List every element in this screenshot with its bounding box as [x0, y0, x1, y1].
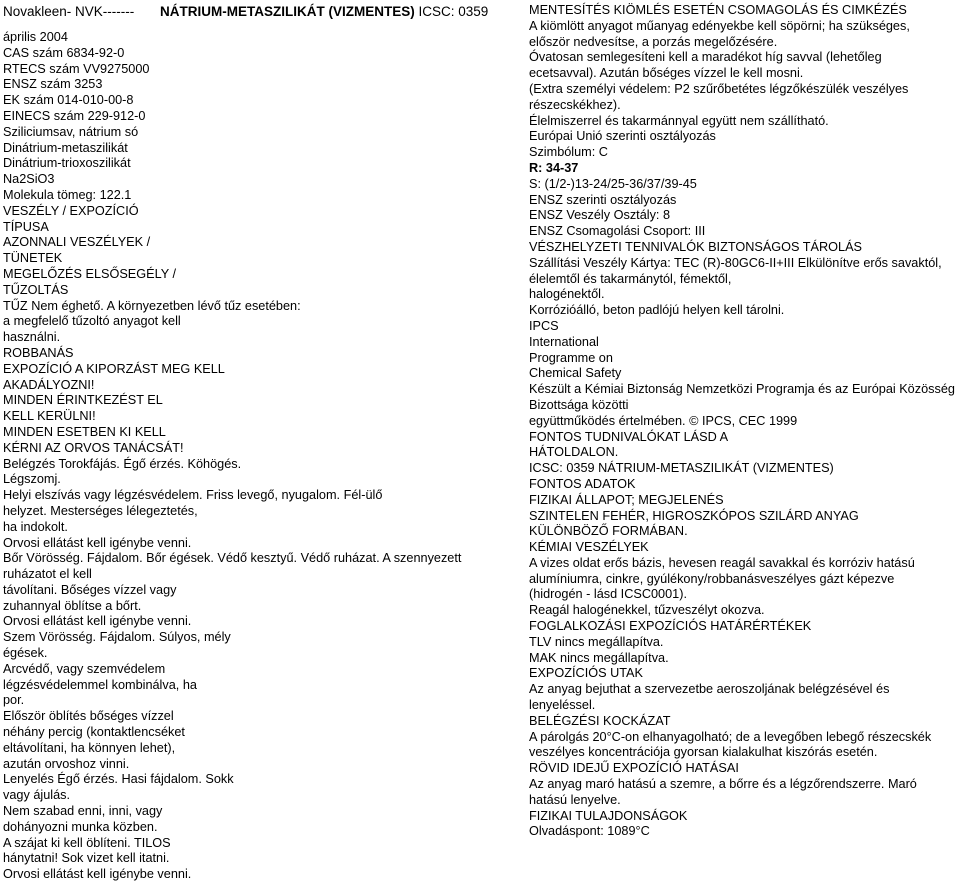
left-line: AZONNALI VESZÉLYEK /	[3, 235, 151, 250]
left-line: Először öblítés bőséges vízzel	[3, 709, 174, 724]
right-line: EXPOZÍCIÓS UTAK	[529, 666, 643, 681]
left-line: CAS szám 6834-92-0	[3, 45, 125, 60]
document-header	[3, 3, 533, 20]
right-column	[529, 3, 960, 840]
right-line: hatású lenyelve.	[529, 792, 621, 807]
right-line: Programme on	[529, 350, 613, 365]
left-line: TŰZ Nem éghető. A környezetben lévő tűz esetében:	[3, 298, 301, 313]
right-line: FIZIKAI TULAJDONSÁGOK	[529, 808, 688, 823]
left-line: KELL KERÜLNI!	[3, 409, 96, 424]
left-line: légzésvédelemmel kombinálva, ha	[3, 677, 197, 692]
left-line: hánytatni! Sok vizet kell itatni.	[3, 851, 170, 866]
header-product-code: Novakleen- NVK-------	[3, 4, 135, 19]
right-line: HÁTOLDALON.	[529, 445, 619, 460]
right-line: ENSZ Veszély Osztály: 8	[529, 208, 671, 223]
left-line: távolítani. Bőséges vízzel vagy	[3, 582, 177, 597]
left-line: Orvosi ellátást kell igénybe venni.	[3, 867, 192, 882]
left-line: Belégzés Torokfájás. Égő érzés. Köhögés.	[3, 456, 242, 471]
left-line: zuhannyal öblítse a bőrt.	[3, 598, 142, 613]
right-line: IPCS	[529, 318, 559, 333]
left-line: Molekula tömeg: 122.1	[3, 187, 132, 202]
right-line: Olvadáspont: 1089°C	[529, 824, 650, 839]
right-line: Korrózióálló, beton padlójú helyen kell tárolni.	[529, 303, 785, 318]
left-line: VESZÉLY / EXPOZÍCIÓ	[3, 203, 139, 218]
left-line: Légszomj.	[3, 472, 61, 487]
right-line: Bizottsága közötti	[529, 397, 629, 412]
right-line: MAK nincs megállapítva.	[529, 650, 669, 665]
left-line: Szem Vörösség. Fájdalom. Súlyos, mély	[3, 630, 231, 645]
right-line: International	[529, 334, 599, 349]
right-line: KÉMIAI VESZÉLYEK	[529, 540, 649, 555]
right-line: A párolgás 20°C-on elhanyagolható; de a levegőben lebegő részecskék	[529, 729, 932, 744]
right-line: RÖVID IDEJŰ EXPOZÍCIÓ HATÁSAI	[529, 761, 739, 776]
right-line: ENSZ szerinti osztályozás	[529, 192, 677, 207]
right-line: Szállítási Veszély Kártya: TEC (R)-80GC6-II+III Elkülönítve erős savaktól,	[529, 255, 942, 270]
right-line: Szimbólum: C	[529, 145, 608, 160]
right-line: Európai Unió szerinti osztályozás	[529, 129, 716, 144]
left-line: KÉRNI AZ ORVOS TANÁCSÁT!	[3, 440, 184, 455]
right-line: FOGLALKOZÁSI EXPOZÍCIÓS HATÁRÉRTÉKEK	[529, 619, 812, 634]
left-line: Dinátrium-trioxoszilikát	[3, 156, 131, 171]
right-line: FONTOS ADATOK	[529, 476, 636, 491]
right-line: Készült a Kémiai Biztonság Nemzetközi Programja és az Európai Közösség	[529, 382, 955, 397]
right-line: VÉSZHELYZETI TENNIVALÓK BIZTONSÁGOS TÁROLÁS	[529, 239, 863, 254]
right-line: (hidrogén - lásd ICSC0001).	[529, 587, 687, 602]
right-line: A vizes oldat erős bázis, hevesen reagál savakkal és korróziv hatású	[529, 555, 915, 570]
right-line: BELÉGZÉSI KOCKÁZAT	[529, 713, 671, 728]
left-line: ha indokolt.	[3, 519, 68, 534]
left-line: égések.	[3, 646, 48, 661]
left-line: TÜNETEK	[3, 251, 63, 266]
left-line: Bőr Vörösség. Fájdalom. Bőr égések. Védő kesztyű. Védő ruházat. A szennyezett	[3, 551, 462, 566]
left-line: használni.	[3, 330, 61, 345]
left-line: vagy ájulás.	[3, 788, 70, 803]
left-line: dohányozni munka közben.	[3, 819, 158, 834]
left-line: azután orvoshoz vinni.	[3, 756, 130, 771]
left-line: Arcvédő, vagy szemvédelem	[3, 661, 166, 676]
left-line: EXPOZÍCIÓ A KIPORZÁST MEG KELL	[3, 361, 225, 376]
right-line: R: 34-37	[529, 160, 579, 175]
right-line: S: (1/2-)13-24/25-36/37/39-45	[529, 176, 697, 191]
right-line: TLV nincs megállapítva.	[529, 634, 664, 649]
left-line: MEGELŐZÉS ELSŐSEGÉLY /	[3, 266, 176, 281]
right-line: lenyeléssel.	[529, 698, 596, 713]
left-column	[3, 30, 462, 883]
right-line: A kiömlött anyagot műanyag edényekbe kell söpörni; ha szükséges,	[529, 18, 910, 33]
left-line: MINDEN ÉRINTKEZÉST EL	[3, 393, 163, 408]
left-line: Lenyelés Égő érzés. Hasi fájdalom. Sokk	[3, 772, 234, 787]
right-line: FONTOS TUDNIVALÓKAT LÁSD A	[529, 429, 729, 444]
right-line: ICSC: 0359 NÁTRIUM-METASZILIKÁT (VIZMENTES)	[529, 461, 834, 476]
right-line: MENTESÍTÉS KIÖMLÉS ESETÉN CSOMAGOLÁS ÉS CIMKÉZÉS	[529, 3, 907, 17]
right-line: KÜLÖNBÖZŐ FORMÁBAN.	[529, 524, 688, 539]
header-chemical-title: NÁTRIUM-METASZILIKÁT (VIZMENTES)	[160, 4, 415, 19]
left-line: április 2004	[3, 30, 68, 44]
right-line: veszélyes koncentrációja gyorsan kialakulhat kiszórás esetén.	[529, 745, 878, 760]
left-line: ENSZ szám 3253	[3, 77, 103, 92]
left-line: a megfelelő tűzoltó anyagot kell	[3, 314, 181, 329]
left-line: helyzet. Mesterséges lélegeztetés,	[3, 503, 198, 518]
right-line: ecetsavval). Azután bőséges vízzel le kell mosni.	[529, 66, 804, 81]
left-line: Orvosi ellátást kell igénybe venni.	[3, 614, 192, 629]
left-line: Nem szabad enni, inni, vagy	[3, 804, 163, 819]
right-line: FIZIKAI ÁLLAPOT; MEGJELENÉS	[529, 492, 724, 507]
right-line: halogénektől.	[529, 287, 605, 302]
right-line: először nedvesítse, a porzás megelőzésére.	[529, 34, 778, 49]
header-icsc-code: ICSC: 0359	[418, 4, 489, 19]
left-line: por.	[3, 693, 25, 708]
left-line: TŰZOLTÁS	[3, 282, 69, 297]
left-line: ruházatot el kell	[3, 567, 92, 582]
right-line: Chemical Safety	[529, 366, 622, 381]
left-line: eltávolítani, ha könnyen lehet),	[3, 740, 176, 755]
left-line: Sziliciumsav, nátrium só	[3, 124, 139, 139]
right-line: Óvatosan semlegesíteni kell a maradékot híg savval (lehetőleg	[529, 50, 882, 65]
left-line: TÍPUSA	[3, 219, 49, 234]
left-line: ROBBANÁS	[3, 345, 74, 360]
right-line: Élelmiszerrel és takarmánnyal együtt nem szállítható.	[529, 113, 829, 128]
right-line: ENSZ Csomagolási Csoport: III	[529, 224, 706, 239]
left-line: Dinátrium-metaszilikát	[3, 140, 128, 155]
left-line: A szájat ki kell öblíteni. TILOS	[3, 835, 171, 850]
left-line: néhány percig (kontaktlencséket	[3, 725, 185, 740]
right-line: Az anyag bejuthat a szervezetbe aeroszoljának belégzésével és	[529, 682, 890, 697]
left-line: Na2SiO3	[3, 172, 55, 187]
right-line: részecskékhez).	[529, 97, 621, 112]
left-line: Orvosi ellátást kell igénybe venni.	[3, 535, 192, 550]
right-line: együttműködés értelmében. © IPCS, CEC 1999	[529, 413, 798, 428]
left-line: Helyi elszívás vagy légzésvédelem. Friss levegő, nyugalom. Fél-ülő	[3, 488, 383, 503]
right-line: alumíniumra, cinkre, gyúlékony/robbanásveszélyes gázt képezve	[529, 571, 895, 586]
right-line: (Extra személyi védelem: P2 szűrőbetétes légzőkészülék veszélyes	[529, 81, 909, 96]
right-line: Reagál halogénekkel, tűzveszélyt okozva.	[529, 603, 765, 618]
left-line: RTECS szám VV9275000	[3, 61, 150, 76]
right-line: élelemtől és takarmánytól, fémektől,	[529, 271, 732, 286]
right-line: SZINTELEN FEHÉR, HIGROSZKÓPOS SZILÁRD ANYAG	[529, 508, 859, 523]
left-line: MINDEN ESETBEN KI KELL	[3, 424, 166, 439]
left-line: EINECS szám 229-912-0	[3, 108, 146, 123]
right-line: Az anyag maró hatású a szemre, a bőrre és a légzőrendszerre. Maró	[529, 777, 917, 792]
left-line: EK szám 014-010-00-8	[3, 93, 134, 108]
left-line: AKADÁLYOZNI!	[3, 377, 95, 392]
